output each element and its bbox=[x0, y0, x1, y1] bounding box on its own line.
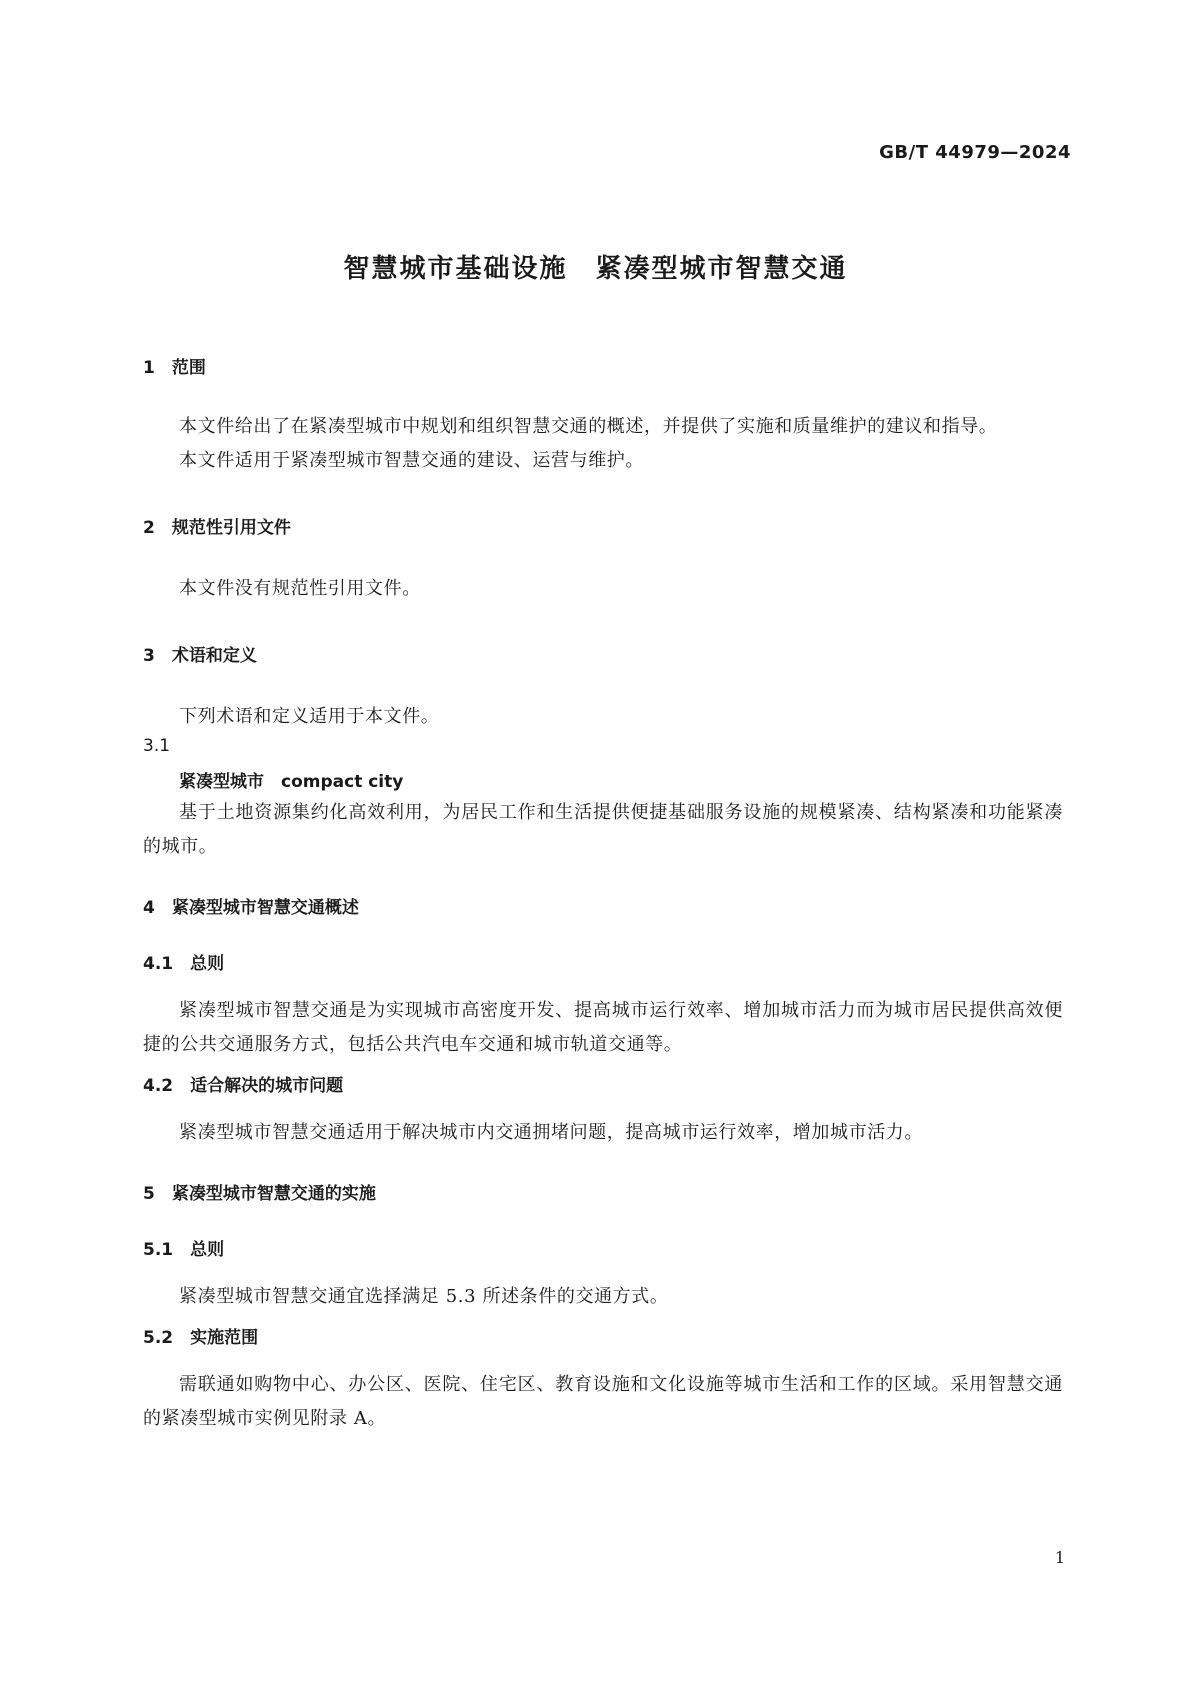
document-code: GB/T 44979—2024 bbox=[879, 142, 1071, 163]
page-number: 1 bbox=[1054, 1548, 1065, 1567]
section-4-1-paragraph-1: 紧凑型城市智慧交通是为实现城市高密度开发、提高城市运行效率、增加城市活力而为城市居民提供高效便捷的公共交通服务方式，包括公共汽电车交通和城市轨道交通等。 bbox=[143, 1000, 1063, 1055]
section-5-1-paragraph-1: 紧凑型城市智慧交通宜选择满足 5.3 所述条件的交通方式。 bbox=[179, 1286, 669, 1307]
section-4-1-heading: 4.1 总则 bbox=[143, 954, 225, 974]
section-2-paragraph-1: 本文件没有规范性引用文件。 bbox=[179, 578, 421, 599]
section-5-1-heading: 5.1 总则 bbox=[143, 1240, 225, 1260]
section-3-paragraph-1: 下列术语和定义适用于本文件。 bbox=[179, 706, 440, 727]
section-5-heading: 5 紧凑型城市智慧交通的实施 bbox=[143, 1184, 376, 1204]
section-1-paragraph-1: 本文件给出了在紧凑型城市中规划和组织智慧交通的概述，并提供了实施和质量维护的建议和指导。 bbox=[179, 416, 998, 437]
section-4-heading: 4 紧凑型城市智慧交通概述 bbox=[143, 898, 359, 918]
section-4-2-paragraph-1: 紧凑型城市智慧交通适用于解决城市内交通拥堵问题，提高城市运行效率，增加城市活力。 bbox=[179, 1122, 923, 1143]
term-3-1-definition: 基于土地资源集约化高效利用，为居民工作和生活提供便捷基础服务设施的规模紧凑、结构紧凑和功能紧凑的城市。 bbox=[143, 802, 1063, 857]
section-1-heading: 1 范围 bbox=[143, 358, 206, 378]
section-5-2-paragraph-1: 需联通如购物中心、办公区、医院、住宅区、教育设施和文化设施等城市生活和工作的区域。采用智慧交通的紧凑型城市实例见附录 A。 bbox=[143, 1374, 1063, 1429]
document-title: 智慧城市基础设施 紧凑型城市智慧交通 bbox=[343, 254, 848, 284]
section-4-2-heading: 4.2 适合解决的城市问题 bbox=[143, 1076, 344, 1096]
section-1-paragraph-2: 本文件适用于紧凑型城市智慧交通的建设、运营与维护。 bbox=[179, 450, 644, 471]
term-3-1-number: 3.1 bbox=[143, 736, 171, 756]
term-3-1-name: 紧凑型城市 compact city bbox=[179, 772, 404, 792]
section-5-2-heading: 5.2 实施范围 bbox=[143, 1328, 259, 1348]
section-2-heading: 2 规范性引用文件 bbox=[143, 518, 291, 538]
document-body bbox=[143, 356, 1063, 1436]
section-3-heading: 3 术语和定义 bbox=[143, 646, 257, 666]
